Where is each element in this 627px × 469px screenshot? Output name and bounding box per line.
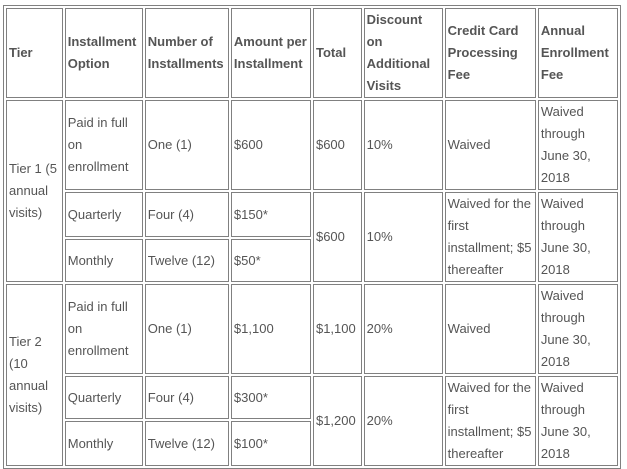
header-number-of-installments: Number of Installments (145, 8, 229, 98)
table-row (6, 284, 618, 374)
header-installment-option: Installment Option (65, 8, 143, 98)
discount-cell: 10% (364, 192, 443, 282)
amount-cell: $300* (231, 376, 311, 419)
option-cell: Monthly (65, 239, 143, 282)
count-cell: Four (4) (145, 376, 229, 419)
tier-cell: Tier 1 (5 annual visits) (6, 100, 63, 282)
cc-fee-cell: Waived (445, 284, 536, 374)
amount-cell: $150* (231, 192, 311, 237)
discount-cell: 20% (364, 376, 443, 466)
discount-cell: 20% (364, 284, 443, 374)
table-row (6, 376, 618, 419)
tier-cell: Tier 2 (10 annual visits) (6, 284, 63, 466)
header-tier: Tier (6, 8, 63, 98)
table-row (6, 100, 618, 190)
pricing-table (3, 5, 621, 469)
amount-cell: $50* (231, 239, 311, 282)
annual-fee-cell: Waived through June 30, 2018 (538, 100, 618, 190)
cc-fee-cell: Waived (445, 100, 536, 190)
amount-cell: $1,100 (231, 284, 311, 374)
count-cell: One (1) (145, 284, 229, 374)
option-cell: Paid in full on enrollment (65, 284, 143, 374)
header-discount: Discount on Additional Visits (364, 8, 443, 98)
cc-fee-cell: Waived for the first installment; $5 thereafter (445, 376, 536, 466)
discount-cell: 10% (364, 100, 443, 190)
count-cell: One (1) (145, 100, 229, 190)
annual-fee-cell: Waived through June 30, 2018 (538, 192, 618, 282)
option-cell: Paid in full on enrollment (65, 100, 143, 190)
count-cell: Four (4) (145, 192, 229, 237)
cc-fee-cell: Waived for the first installment; $5 thereafter (445, 192, 536, 282)
table-row (6, 192, 618, 237)
total-cell: $600 (313, 192, 362, 282)
count-cell: Twelve (12) (145, 421, 229, 466)
header-credit-card-fee: Credit Card Processing Fee (445, 8, 536, 98)
total-cell: $600 (313, 100, 362, 190)
pricing-table-container (3, 5, 621, 469)
total-cell: $1,100 (313, 284, 362, 374)
header-row (6, 8, 618, 98)
option-cell: Monthly (65, 421, 143, 466)
total-cell: $1,200 (313, 376, 362, 466)
amount-cell: $600 (231, 100, 311, 190)
count-cell: Twelve (12) (145, 239, 229, 282)
option-cell: Quarterly (65, 376, 143, 419)
header-annual-enrollment-fee: Annual Enrollment Fee (538, 8, 618, 98)
header-total: Total (313, 8, 362, 98)
annual-fee-cell: Waived through June 30, 2018 (538, 376, 618, 466)
header-amount-per-installment: Amount per Installment (231, 8, 311, 98)
annual-fee-cell: Waived through June 30, 2018 (538, 284, 618, 374)
amount-cell: $100* (231, 421, 311, 466)
option-cell: Quarterly (65, 192, 143, 237)
